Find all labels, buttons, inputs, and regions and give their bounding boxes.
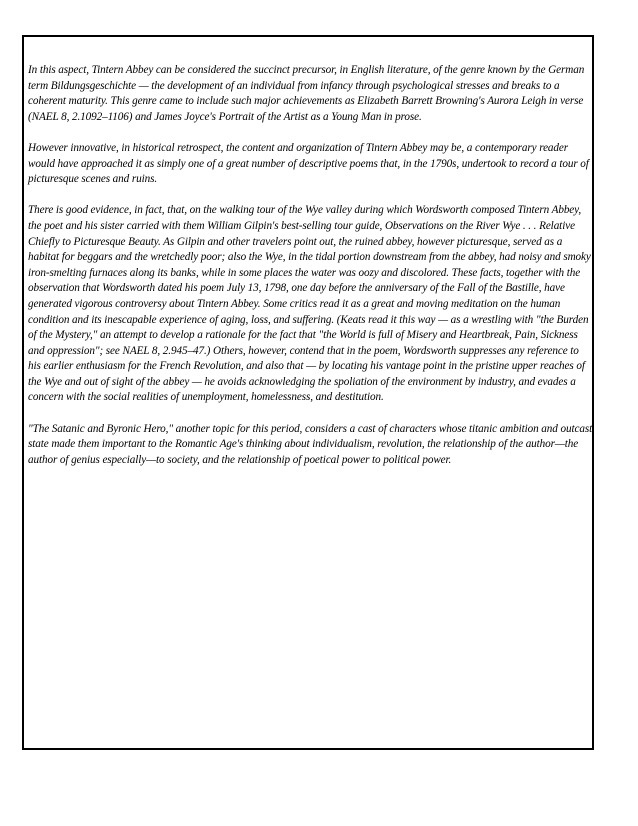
paragraph-contemporary-reader: However innovative, in historical retrospect, the content and organization of Tintern Abbey may be, a contemporary reader would have approached it as simply one of a great number of descriptive poems that, in the 1790s, undertook to record a tour of picturesque scenes and ruins. bbox=[28, 141, 589, 186]
document-body bbox=[28, 63, 594, 484]
paragraph-satanic-byronic-hero: "The Satanic and Byronic Hero," another topic for this period, considers a cast of characters whose titanic ambition and outcast state made them important to the Romantic Age's thinking about individualism, revolution, the relationship of the author—the author of genius especially—to society, and the relationship of poetical power to political power. bbox=[28, 422, 593, 466]
paragraph-wye-valley-evidence: There is good evidence, in fact, that, on the walking tour of the Wye valley during which Wordsworth composed Tintern Abbey, the poet and his sister carried with them William Gilpin's best-selling tour guide, Observations on the River Wye . . . Relative Chiefly to Picturesque Beauty. As Gilpin and other travelers point out, the ruined abbey, however picturesque, served as a habitat for beggars and the wretchedly poor; also the Wye, in the tidal portion downstream from the abbey, had noisy and smoky iron-smelting furnaces along its banks, while in some places the water was oozy and discolored. These facts, together with the observation that Wordsworth dated his poem July 13, 1798, one day before the anniversary of the Fall of the Bastille, have generated vigorous controversy about Tintern Abbey. Some critics read it as a great and moving meditation on the human condition and its inescapable experience of aging, loss, and suffering. (Keats read it this way — as a wrestling with "the Burden of the Mystery," an attempt to develop a rationale for the fact that "the World is full of Misery and Heartbreak, Pain, Sickness and oppression"; see NAEL 8, 2.945–47.) Others, however, contend that in the poem, Wordsworth suppresses any reference to his earlier enthusiasm for the French Revolution, and also that — by locating his vantage point in the pristine upper reaches of the Wye and out of sight of the abbey — he avoids acknowledging the spoliation of the environment by industry, and evades a concern with the social realities of unemployment, homelessness, and destitution. bbox=[28, 204, 591, 404]
paragraph-tintern-bildungsgeschichte: In this aspect, Tintern Abbey can be considered the succinct precursor, in English literature, of the genre known by the German term Bildungsgeschichte — the development of an individual from infancy through psychological stresses and breaks to a coherent maturity. This genre came to include such major achievements as Elizabeth Barrett Browning's Aurora Leigh in verse (NAEL 8, 2.1092–1106) and James Joyce's Portrait of the Artist as a Young Man in prose. bbox=[28, 64, 585, 123]
